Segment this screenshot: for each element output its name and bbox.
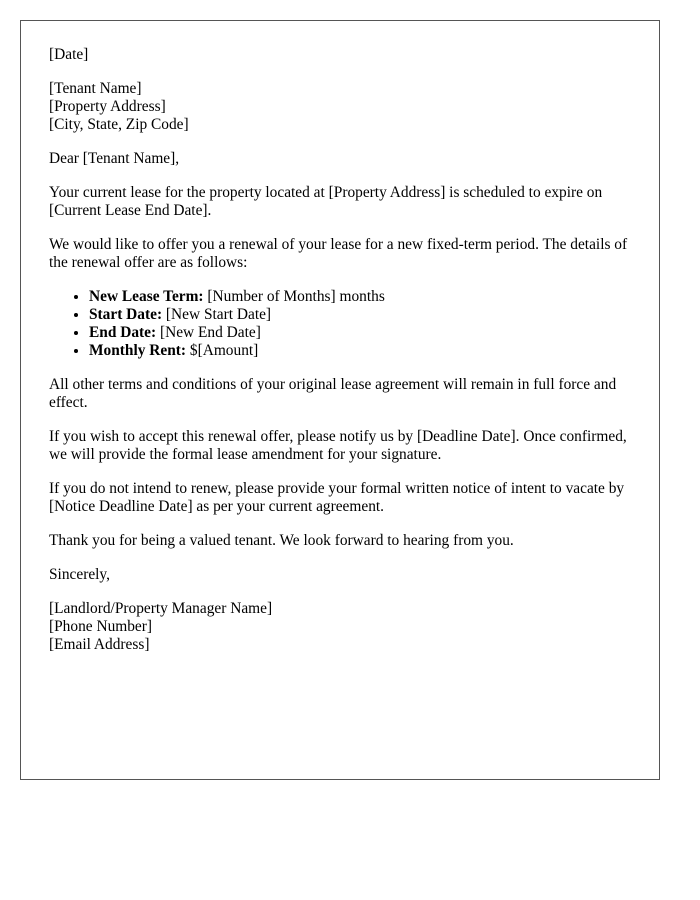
detail-label: Start Date: [89,306,163,323]
detail-value: [New Start Date] [162,306,272,323]
paragraph-thanks: Thank you for being a valued tenant. We look forward to hearing from you. [49,532,514,549]
detail-label: Monthly Rent: [89,342,187,359]
recipient-city-state-zip: [City, State, Zip Code] [49,116,189,133]
detail-label: New Lease Term: [89,288,204,305]
detail-value: [Number of Months] months [203,288,385,305]
paragraph-expiry: Your current lease for the property located at [Property Address] is scheduled to expire on [Current Lease End Date]. [49,184,603,219]
recipient-address-block [49,80,631,134]
detail-value: [New End Date] [156,324,261,341]
detail-value: $[Amount] [186,342,259,359]
detail-label: End Date: [89,324,157,341]
signature-block [49,600,631,654]
signature-phone: [Phone Number] [49,618,153,635]
detail-item-lease-term [89,288,631,306]
paragraph-decline: If you do not intend to renew, please provide your formal written notice of intent to vacate by [Notice Deadline Date] as per your current agreement. [49,480,625,515]
salutation: Dear [Tenant Name], [49,150,180,167]
signature-email: [Email Address] [49,636,150,653]
recipient-address: [Property Address] [49,98,166,115]
date-block [49,46,631,64]
paragraph-offer: We would like to offer you a renewal of your lease for a new fixed-term period. The details of the renewal offer are as follows: [49,236,628,271]
paragraph-terms: All other terms and conditions of your original lease agreement will remain in full force and effect. [49,376,617,411]
recipient-name: [Tenant Name] [49,80,142,97]
renewal-details-list [49,288,631,360]
detail-item-start-date [89,306,631,324]
detail-item-monthly-rent [89,342,631,360]
letter-date: [Date] [49,46,89,63]
signature-name: [Landlord/Property Manager Name] [49,600,273,617]
letter-page [20,20,660,780]
paragraph-accept: If you wish to accept this renewal offer, please notify us by [Deadline Date]. Once confirmed, we will provide the formal lease amendment for your signature. [49,428,627,463]
closing: Sincerely, [49,566,110,583]
detail-item-end-date [89,324,631,342]
